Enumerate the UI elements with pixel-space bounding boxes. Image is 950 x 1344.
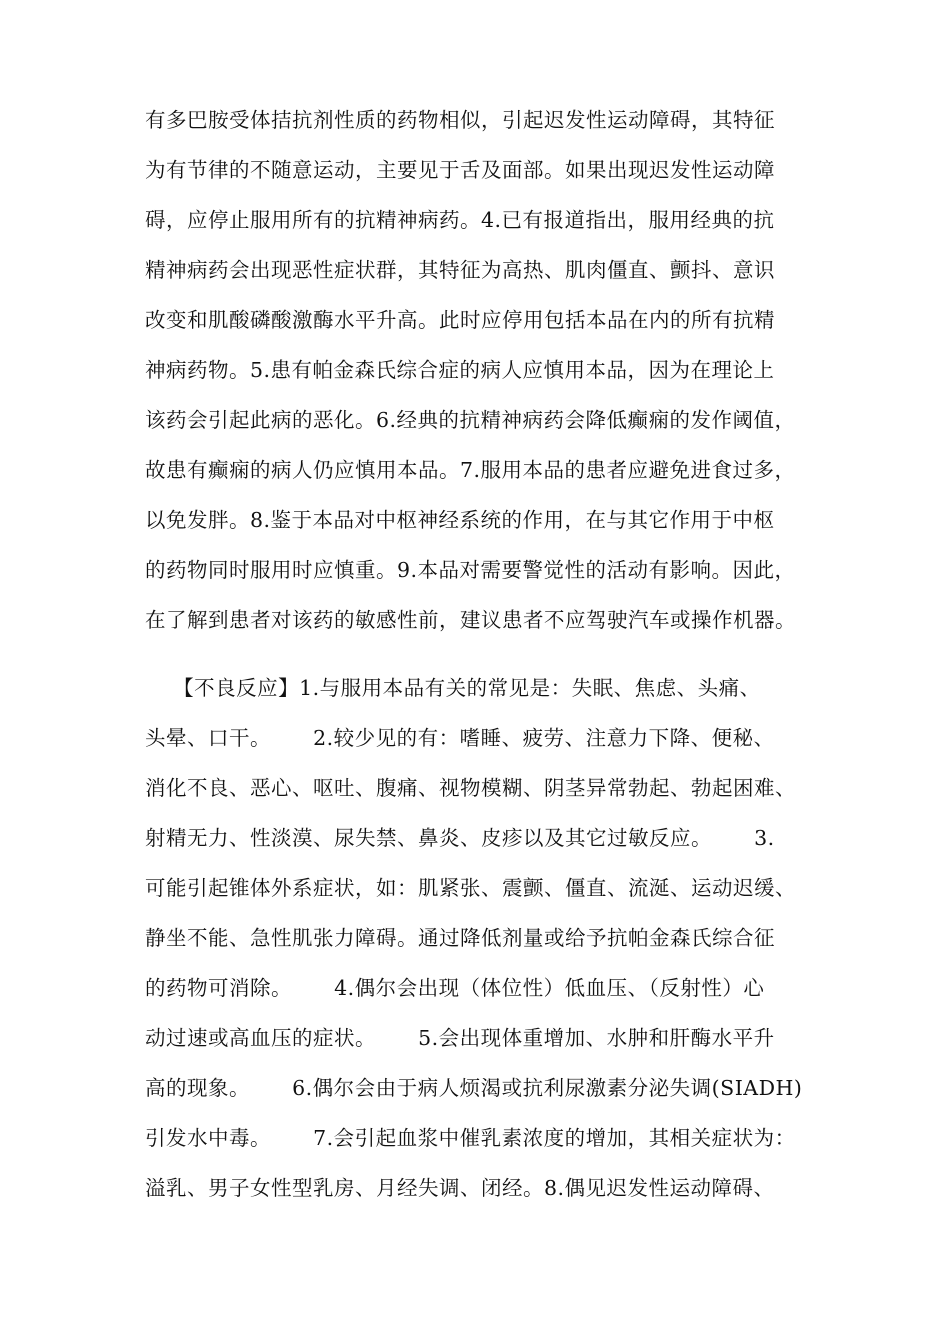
text-line: 头晕、口干。 2.较少见的有：嗜睡、疲劳、注意力下降、便秘、 bbox=[145, 726, 775, 750]
text-line: 高的现象。 6.偶尔会由于病人烦渴或抗利尿激素分泌失调(SIADH) bbox=[145, 1076, 803, 1100]
text-line: 有多巴胺受体拮抗剂性质的药物相似，引起迟发性运动障碍，其特征 bbox=[145, 108, 775, 132]
text-line: 在了解到患者对该药的敏感性前，建议患者不应驾驶汽车或操作机器。 bbox=[145, 608, 796, 632]
text-line: 为有节律的不随意运动，主要见于舌及面部。如果出现迟发性运动障 bbox=[145, 158, 775, 182]
text-line: 精神病药会出现恶性症状群，其特征为高热、肌肉僵直、颤抖、意识 bbox=[145, 258, 775, 282]
text-line: 动过速或高血压的症状。 5.会出现体重增加、水肿和肝酶水平升 bbox=[145, 1026, 775, 1050]
text-line: 碍，应停止服用所有的抗精神病药。4.已有报道指出，服用经典的抗 bbox=[145, 208, 775, 232]
text-line: 改变和肌酸磷酸激酶水平升高。此时应停用包括本品在内的所有抗精 bbox=[145, 308, 775, 332]
text-line: 该药会引起此病的恶化。6.经典的抗精神病药会降低癫痫的发作阈值， bbox=[145, 408, 796, 432]
text-line: 溢乳、男子女性型乳房、月经失调、闭经。8.偶见迟发性运动障碍、 bbox=[145, 1176, 775, 1200]
text-line: 故患有癫痫的病人仍应慎用本品。7.服用本品的患者应避免进食过多， bbox=[145, 458, 796, 482]
text-line: 神病药物。5.患有帕金森氏综合症的病人应慎用本品，因为在理论上 bbox=[145, 358, 775, 382]
text-line: 射精无力、性淡漠、尿失禁、鼻炎、皮疹以及其它过敏反应。 3. bbox=[145, 826, 775, 850]
text-line: 可能引起锥体外系症状，如：肌紧张、震颤、僵直、流涎、运动迟缓、 bbox=[145, 876, 796, 900]
text-line: 的药物可消除。 4.偶尔会出现（体位性）低血压、（反射性）心 bbox=[145, 976, 765, 1000]
text-line: 消化不良、恶心、呕吐、腹痛、视物模糊、阴茎异常勃起、勃起困难、 bbox=[145, 776, 796, 800]
text-line: 引发水中毒。 7.会引起血浆中催乳素浓度的增加，其相关症状为： bbox=[145, 1126, 796, 1150]
text-line: 静坐不能、急性肌张力障碍。通过降低剂量或给予抗帕金森氏综合征 bbox=[145, 926, 775, 950]
text-line: 以免发胖。8.鉴于本品对中枢神经系统的作用，在与其它作用于中枢 bbox=[145, 508, 775, 532]
text-line: 的药物同时服用时应慎重。9.本品对需要警觉性的活动有影响。因此， bbox=[145, 558, 796, 582]
text-line: 【不良反应】1.与服用本品有关的常见是：失眠、焦虑、头痛、 bbox=[145, 676, 761, 700]
